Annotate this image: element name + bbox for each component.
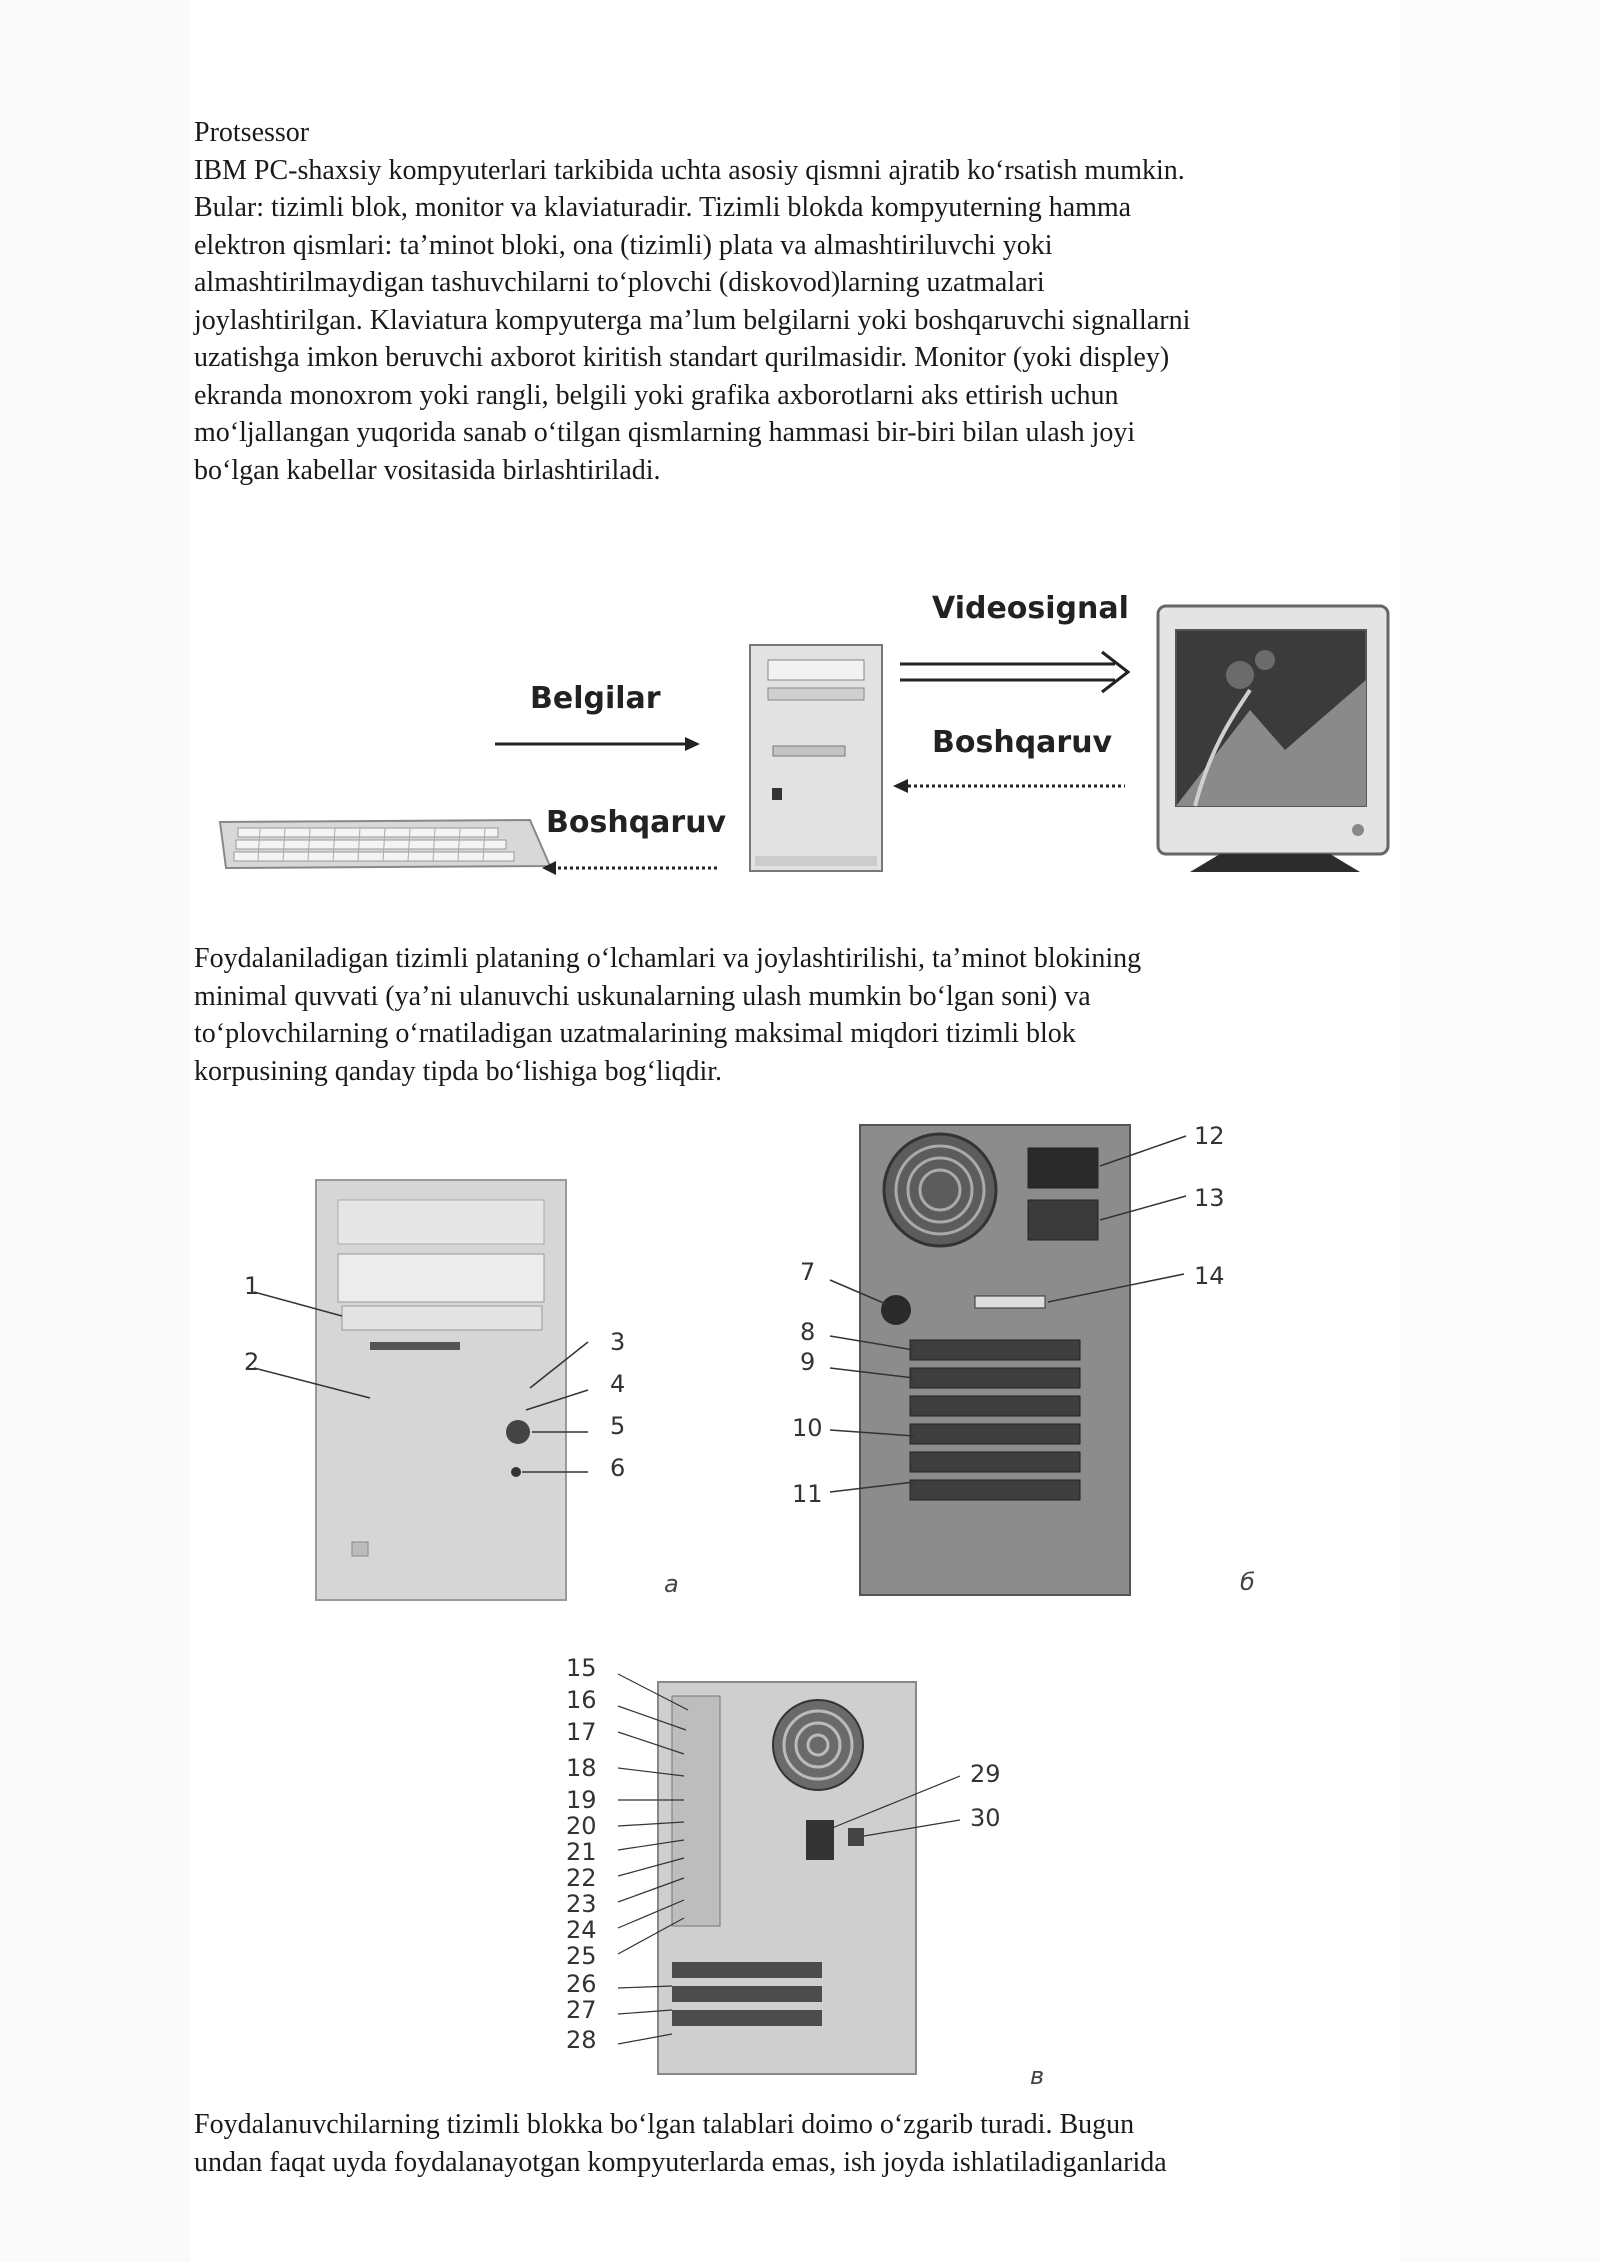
callout-label: 23 [566,1890,597,1918]
keyboard-image [220,820,550,868]
callout-label: 24 [566,1916,597,1944]
callout-label: 6 [610,1454,626,1482]
figure-caption-a: a [664,1570,679,1598]
text-line: minimal quvvati (ya’ni ulanuvchi uskunalarning ulash mumkin bo‘lgan soni) va [194,980,1091,1012]
callout-label: 16 [566,1686,597,1714]
boshqaruv-keyboard-label: Boshqaruv [546,805,727,840]
callout-label: 14 [1194,1262,1225,1290]
text-line: Bular: tizimli blok, monitor va klaviaturadir. Tizimli blokda kompyuterning hamma [194,192,1132,223]
callout-label: 4 [610,1370,626,1398]
boshqaruv-monitor-label: Boshqaruv [932,725,1113,760]
page-margin-left [0,0,190,2262]
system-unit-image [750,645,882,871]
monitor-image [1158,606,1388,872]
intro-section [194,114,1394,489]
arrow-left-dotted-icon [542,861,718,875]
paragraph-2 [194,940,1394,1090]
text-line: korpusining qanday tipda bo‘lishiga bog‘liqdir. [194,1055,723,1087]
text-line: Foydalaniladigan tizimli plataning o‘lchamlari va joylashtirilishi, ta’minot blokining [194,943,1142,974]
text-line: IBM PC-shaxsiy kompyuterlari tarkibida uchta asosiy qismni ajratib ko‘rsatish mumkin. [194,154,1185,186]
callout-label: 3 [610,1328,626,1356]
callout-label: 25 [566,1942,597,1970]
callout-label: 18 [566,1754,597,1782]
arrow-left-dotted-icon [893,779,1125,793]
callout-label: 1 [244,1272,260,1300]
text-line: mo‘ljallangan yuqorida sanab o‘tilgan qismlarning hammasi bir-biri bilan ulash joyi [194,417,1136,448]
callout-label: 22 [566,1864,597,1892]
arrow-right-icon [495,737,700,751]
callout-label: 7 [800,1258,816,1286]
figure-caption-b: б [1240,1568,1255,1596]
callout-label: 26 [566,1970,597,1998]
callout-label: 2 [244,1348,260,1376]
callout-label: 5 [610,1412,626,1440]
callout-label: 19 [566,1786,597,1814]
text-line: to‘plovchilarning o‘rnatiladigan uzatmalarining maksimal miqdori tizimli blok [194,1018,1076,1049]
text-line: elektron qismlari: ta’minot bloki, ona (tizimli) plata va almashtiriluvchi yoki [194,229,1053,261]
text-line: bo‘lgan kabellar vositasida birlashtiriladi. [194,454,661,486]
callout-label: 20 [566,1812,597,1840]
figure-caption-v: в [1030,2062,1045,2090]
callout-label: 27 [566,1996,597,2024]
double-arrow-right-icon [900,652,1128,692]
belgilar-label: Belgilar [530,681,661,716]
text-line: ekranda monoxrom yoki rangli, belgili yoki grafika axborotlarni aks ettirish uchun [194,379,1119,411]
callout-label: 10 [792,1414,823,1442]
computer-components-diagram [190,560,1440,900]
callout-label: 11 [792,1480,823,1508]
system-unit-back-figure-2 [560,1650,1060,2090]
text-line: uzatishga imkon beruvchi axborot kiritish standart qurilmasidir. Monitor (yoki displey) [194,342,1170,373]
callout-label: 12 [1194,1122,1225,1150]
section-heading: Protsessor [194,117,310,148]
callout-label: 15 [566,1654,597,1682]
callout-label: 21 [566,1838,597,1866]
callout-label: 28 [566,2026,597,2054]
callout-label: 8 [800,1318,816,1346]
page-margin-right [1400,0,1600,2262]
paragraph-3 [194,2106,1394,2181]
text-line: Foydalanuvchilarning tizimli blokka bo‘lgan talablari doimo o‘zgarib turadi. Bugun [194,2109,1135,2140]
callout-label: 17 [566,1718,597,1746]
callout-label: 9 [800,1348,816,1376]
videosignal-label: Videosignal [932,591,1129,626]
callout-label: 13 [1194,1184,1225,1212]
text-line: almashtirilmaydigan tashuvchilarni to‘plovchi (diskovod)larning uzatmalari [194,267,1045,298]
callout-label: 29 [970,1760,1001,1788]
text-line: undan faqat uyda foydalanayotgan kompyuterlarda emas, ish joyda ishlatiladiganlarida [194,2146,1167,2178]
callout-label: 30 [970,1804,1001,1832]
text-line: joylashtirilgan. Klaviatura kompyuterga ma’lum belgilarni yoki boshqaruvchi signallarni [194,304,1191,336]
system-unit-back-figure [790,1120,1290,1600]
system-unit-front-figure [230,1170,710,1600]
